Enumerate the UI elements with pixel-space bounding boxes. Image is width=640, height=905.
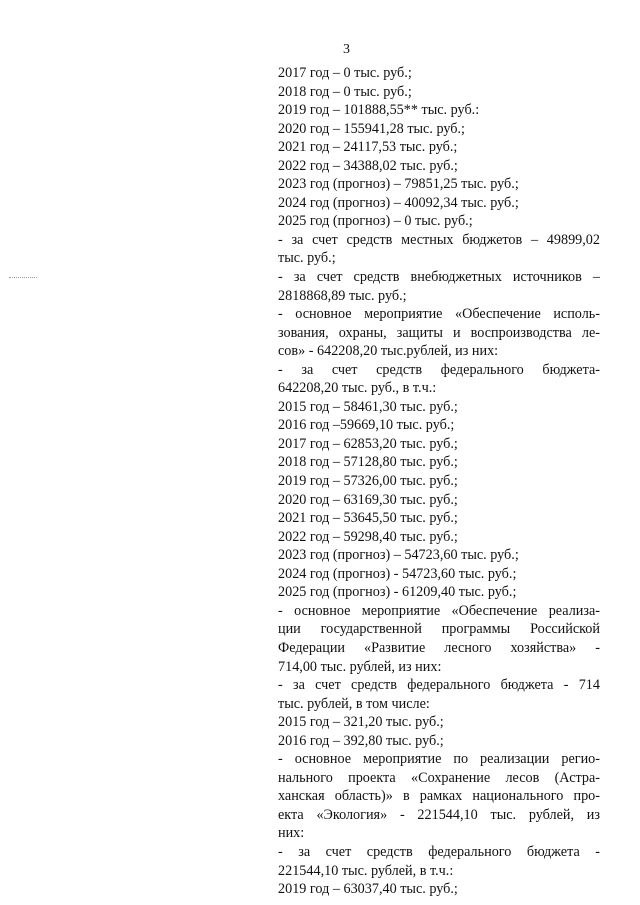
text-line: ции государственной программы Российской <box>278 621 600 638</box>
text-line: тыс. рублей, в том числе: <box>278 695 430 712</box>
text-line: 2025 год (прогноз) - 61209,40 тыс. руб.; <box>278 584 517 601</box>
text-line: 2017 год – 0 тыс. руб.; <box>278 65 412 81</box>
text-line: 2016 год –59669,10 тыс. руб.; <box>278 417 455 434</box>
text-line: 2019 год – 63037,40 тыс. руб.; <box>278 881 458 898</box>
text-line: 2016 год – 392,80 тыс. руб.; <box>278 732 444 749</box>
text-line: Федерации «Развитие лесного хозяйства» - <box>278 639 600 656</box>
text-line: 2023 год (прогноз) – 79851,25 тыс. руб.; <box>278 176 519 193</box>
text-line: - основное мероприятие «Обеспечение реализа- <box>278 602 600 619</box>
text-line: - за счет средств федерального бюджета - <box>278 843 600 860</box>
text-line: 2019 год – 101888,55** тыс. руб.: <box>278 102 480 119</box>
text-line: - за счет средств федерального бюджета- <box>278 361 600 378</box>
text-line: 2021 год – 24117,53 тыс. руб.; <box>278 139 458 156</box>
text-line: 2020 год – 155941,28 тыс. руб.; <box>278 120 465 137</box>
text-line: 2018 год – 0 тыс. руб.; <box>278 83 412 100</box>
text-line: 2025 год (прогноз) – 0 тыс. руб.; <box>278 213 473 230</box>
text-line: сов» - 642208,20 тыс.рублей, из них: <box>278 343 499 360</box>
text-line: - основное мероприятие по реализации регио- <box>278 751 600 768</box>
text-line: тыс. руб.; <box>278 250 336 267</box>
text-line: 2017 год – 62853,20 тыс. руб.; <box>278 435 458 452</box>
text-line: - за счет средств федерального бюджета - 714 <box>278 677 600 694</box>
text-line: 2818868,89 тыс. руб.; <box>278 287 407 304</box>
text-line: зования, охраны, защиты и воспроизводства ле- <box>278 324 600 341</box>
text-line: 2024 год (прогноз) - 54723,60 тыс. руб.; <box>278 565 517 582</box>
text-line: 2024 год (прогноз) – 40092,34 тыс. руб.; <box>278 194 519 211</box>
text-line: 2022 год – 59298,40 тыс. руб.; <box>278 528 458 545</box>
text-line: 642208,20 тыс. руб., в т.ч.: <box>278 380 437 397</box>
text-line: екта «Экология» - 221544,10 тыс. рублей, из <box>278 806 600 823</box>
text-line: 2018 год – 57128,80 тыс. руб.; <box>278 454 458 471</box>
text-line: - основное мероприятие «Обеспечение исполь- <box>278 306 600 323</box>
text-line: 2019 год – 57326,00 тыс. руб.; <box>278 473 458 490</box>
document-body-text <box>278 64 600 899</box>
text-line: ханская область)» в рамках национального про- <box>278 788 600 805</box>
text-line: - за счет средств местных бюджетов – 49899,02 <box>278 231 600 248</box>
scan-artifact-mark <box>9 277 37 279</box>
text-line: 2020 год – 63169,30 тыс. руб.; <box>278 491 458 508</box>
page-number: 3 <box>343 42 350 57</box>
text-line: 714,00 тыс. рублей, из них: <box>278 658 442 675</box>
text-line: 221544,10 тыс. рублей, в т.ч.: <box>278 862 454 879</box>
text-line: нального проекта «Сохранение лесов (Астра- <box>278 769 600 786</box>
text-line: 2015 год – 58461,30 тыс. руб.; <box>278 398 458 415</box>
text-line: 2021 год – 53645,50 тыс. руб.; <box>278 510 458 527</box>
text-line: 2015 год – 321,20 тыс. руб.; <box>278 714 444 731</box>
text-line: 2022 год – 34388,02 тыс. руб.; <box>278 157 458 174</box>
text-line: - за счет средств внебюджетных источников – <box>278 269 600 286</box>
text-line: них: <box>278 825 305 842</box>
text-line: 2023 год (прогноз) – 54723,60 тыс. руб.; <box>278 547 519 564</box>
